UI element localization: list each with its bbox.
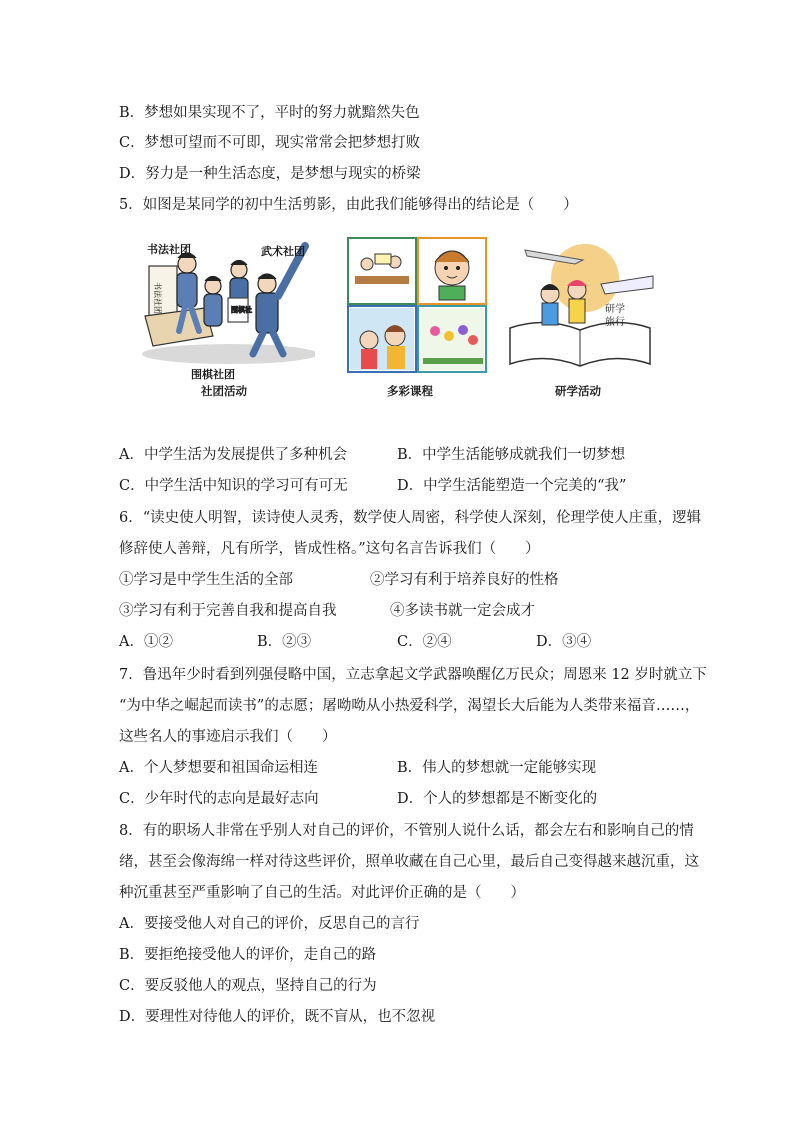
q6-stem-line1: 6．“读史使人明智，读诗使人灵秀，数学使人周密，科学使人深刻，伦理学使人庄重，逻辑 [119, 510, 702, 526]
q6-stem-line2: 修辞使人善辩，凡有所学，皆成性格。”这句名言告诉我们（ ） [119, 541, 540, 557]
q6-option-b: B．②③ [257, 634, 312, 650]
q7-stem-line3: 这些名人的事迹启示我们（ ） [119, 729, 337, 745]
q7-option-b: B．伟人的梦想就一定能够实现 [397, 760, 597, 776]
q5-stem: 5．如图是某同学的初中生活剪影，由此我们能够得出的结论是（ ） [119, 197, 578, 213]
q6-option-c: C．②④ [397, 634, 452, 650]
caption-study-activities: 研学活动 [555, 384, 601, 398]
label-calligraphy-club: 书法社团 [147, 243, 191, 256]
q6-statement-1: ①学习是中学生生活的全部 [119, 572, 293, 588]
q5-option-d: D．中学生活能塑造一个完美的“我” [397, 478, 627, 494]
q8-stem-line2: 绪，甚至会像海绵一样对待这些评价，照单收藏在自己心里，最后自己变得越来越沉重，这 [119, 854, 699, 870]
courses-illustration [347, 236, 487, 406]
q8-option-c: C．要反驳他人的观点，坚持自己的行为 [119, 978, 377, 994]
label-go-club: 围棋社团 [191, 368, 235, 381]
q4-option-d: D．努力是一种生活态度，是梦想与现实的桥梁 [119, 166, 421, 182]
q6-statement-2: ②学习有利于培养良好的性格 [370, 572, 559, 588]
q8-option-a: A．要接受他人对自己的评价，反思自己的言行 [119, 916, 420, 932]
courses-collage [347, 236, 487, 374]
q6-statement-3: ③学习有利于完善自我和提高自我 [119, 603, 337, 619]
q7-stem-line1: 7．鲁迅年少时看到列强侵略中国，立志拿起文学武器唤醒亿万民众；周恩来 12 岁时就立下 [119, 667, 707, 683]
study-travel-illustration [505, 236, 655, 406]
q5-option-a: A．中学生活为发展提供了多种机会 [119, 447, 347, 463]
club-activities-illustration [135, 236, 315, 406]
q8-stem-line1: 8．有的职场人非常在乎别人对自己的评价，不管别人说什么话，都会左右和影响自己的情 [119, 823, 694, 839]
q6-option-a: A．①② [119, 634, 173, 650]
q7-stem-line2: “为中华之崛起而读书”的志愿；屠呦呦从小热爱科学，渴望长大后能为人类带来福音……， [119, 698, 700, 714]
book-text-1: 研学 [605, 304, 625, 315]
caption-club-activities: 社团活动 [201, 384, 247, 398]
q6-option-d: D．③④ [536, 634, 592, 650]
board-text: 围棋社 [231, 306, 252, 314]
study-travel-drawing [505, 236, 655, 374]
q5-figure [135, 236, 655, 406]
q4-option-b: B．梦想如果实现不了，平时的努力就黯然失色 [119, 105, 420, 121]
q8-option-d: D．要理性对待他人的评价，既不盲从，也不忽视 [119, 1009, 436, 1025]
q5-option-c: C．中学生活中知识的学习可有可无 [119, 478, 348, 494]
q6-statement-4: ④多读书就一定会成才 [390, 603, 535, 619]
q8-stem-line3: 种沉重甚至严重影响了自己的生活。对此评价正确的是（ ） [119, 885, 525, 901]
q4-option-c: C．梦想可望而不可即，现实常常会把梦想打败 [119, 135, 421, 151]
q7-option-d: D．个人的梦想都是不断变化的 [397, 791, 598, 807]
q8-option-b: B．要拒绝接受他人的评价，走自己的路 [119, 947, 377, 963]
book-text-2: 旅行 [605, 317, 625, 328]
q7-option-c: C．少年时代的志向是最好志向 [119, 791, 319, 807]
label-martial-club: 武术社团 [261, 245, 305, 258]
scroll-text: 书法社团 [153, 282, 162, 314]
caption-colorful-courses: 多彩课程 [387, 384, 433, 398]
q7-option-a: A．个人梦想要和祖国命运相连 [119, 760, 318, 776]
q5-option-b: B．中学生活能够成就我们一切梦想 [397, 447, 626, 463]
